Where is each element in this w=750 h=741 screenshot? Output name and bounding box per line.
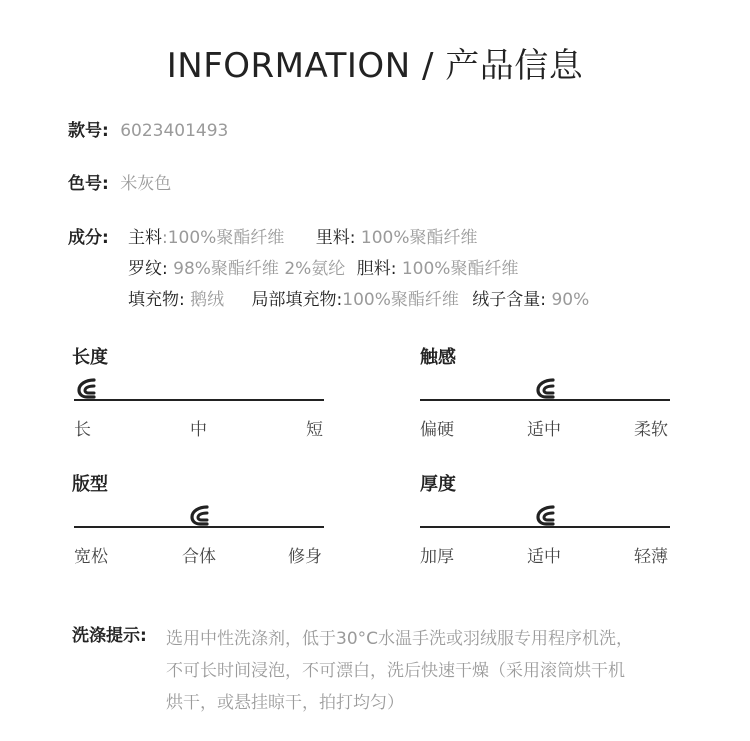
fit-scale-title: 版型 bbox=[72, 474, 108, 495]
composition-label-row bbox=[68, 227, 109, 249]
color-number-row bbox=[68, 173, 171, 195]
main-material-key: 主料 bbox=[128, 228, 162, 248]
color-number-label: 色号: bbox=[68, 174, 109, 194]
feel-tick-soft: 柔软 bbox=[634, 420, 668, 440]
rib-key: 罗纹: bbox=[128, 259, 168, 279]
lining-value: 100%聚酯纤维 bbox=[360, 228, 478, 248]
thickness-scale-title: 厚度 bbox=[420, 474, 456, 495]
style-number-value: 6023401493 bbox=[120, 121, 229, 141]
brand-logo-marker-icon bbox=[74, 376, 98, 400]
thickness-tick-mid: 适中 bbox=[527, 547, 561, 567]
length-tick-mid: 中 bbox=[190, 420, 207, 440]
care-line-2: 不可长时间浸泡，不可漂白，洗后快速干燥（采用滚筒烘干机 bbox=[166, 661, 625, 681]
partial-filling-value: 100%聚酯纤维 bbox=[342, 290, 459, 310]
filling-value: 鹅绒 bbox=[190, 290, 225, 310]
feel-tick-hard: 偏硬 bbox=[420, 420, 454, 440]
care-line-3: 烘干，或悬挂晾干，拍打均匀） bbox=[166, 693, 404, 713]
thickness-tick-light: 轻薄 bbox=[634, 547, 668, 567]
main-material-value: :100%聚酯纤维 bbox=[162, 228, 285, 248]
page-title: INFORMATION / 产品信息 bbox=[166, 46, 584, 86]
length-tick-short: 短 bbox=[306, 420, 323, 440]
fit-tick-regular: 合体 bbox=[182, 547, 216, 567]
style-number-label: 款号: bbox=[68, 121, 109, 141]
composition-line-2 bbox=[128, 258, 518, 280]
style-number-row bbox=[68, 120, 228, 142]
care-line-1: 选用中性洗涤剂，低于30°C水温手洗或羽绒服专用程序机洗， bbox=[166, 629, 634, 649]
brand-logo-marker-icon bbox=[187, 503, 211, 527]
brand-logo-marker-icon bbox=[533, 376, 557, 400]
brand-logo-marker-icon bbox=[533, 503, 557, 527]
length-tick-long: 长 bbox=[74, 420, 91, 440]
color-number-value: 米灰色 bbox=[120, 174, 172, 194]
filling-key: 填充物: bbox=[128, 290, 185, 310]
partial-filling-key: 局部填充物: bbox=[251, 290, 343, 310]
down-content-key: 绒子含量: bbox=[472, 290, 547, 310]
length-scale-title: 长度 bbox=[72, 347, 108, 368]
thickness-tick-thick: 加厚 bbox=[420, 547, 454, 567]
bladder-value: 100%聚酯纤维 bbox=[401, 259, 519, 279]
feel-tick-mid: 适中 bbox=[527, 420, 561, 440]
composition-line-1 bbox=[128, 227, 478, 249]
length-scale-line bbox=[74, 399, 324, 401]
fit-tick-slim: 修身 bbox=[288, 547, 322, 567]
down-content-value: 90% bbox=[551, 290, 590, 310]
bladder-key: 胆料: bbox=[356, 259, 397, 279]
lining-key: 里料: bbox=[315, 228, 356, 248]
composition-line-3 bbox=[128, 289, 589, 311]
rib-value: 98%聚酯纤维 2%氨纶 bbox=[173, 259, 346, 279]
feel-scale-title: 触感 bbox=[420, 347, 456, 368]
care-label: 洗涤提示: bbox=[72, 626, 147, 646]
composition-label: 成分: bbox=[68, 228, 109, 248]
fit-tick-loose: 宽松 bbox=[74, 547, 108, 567]
